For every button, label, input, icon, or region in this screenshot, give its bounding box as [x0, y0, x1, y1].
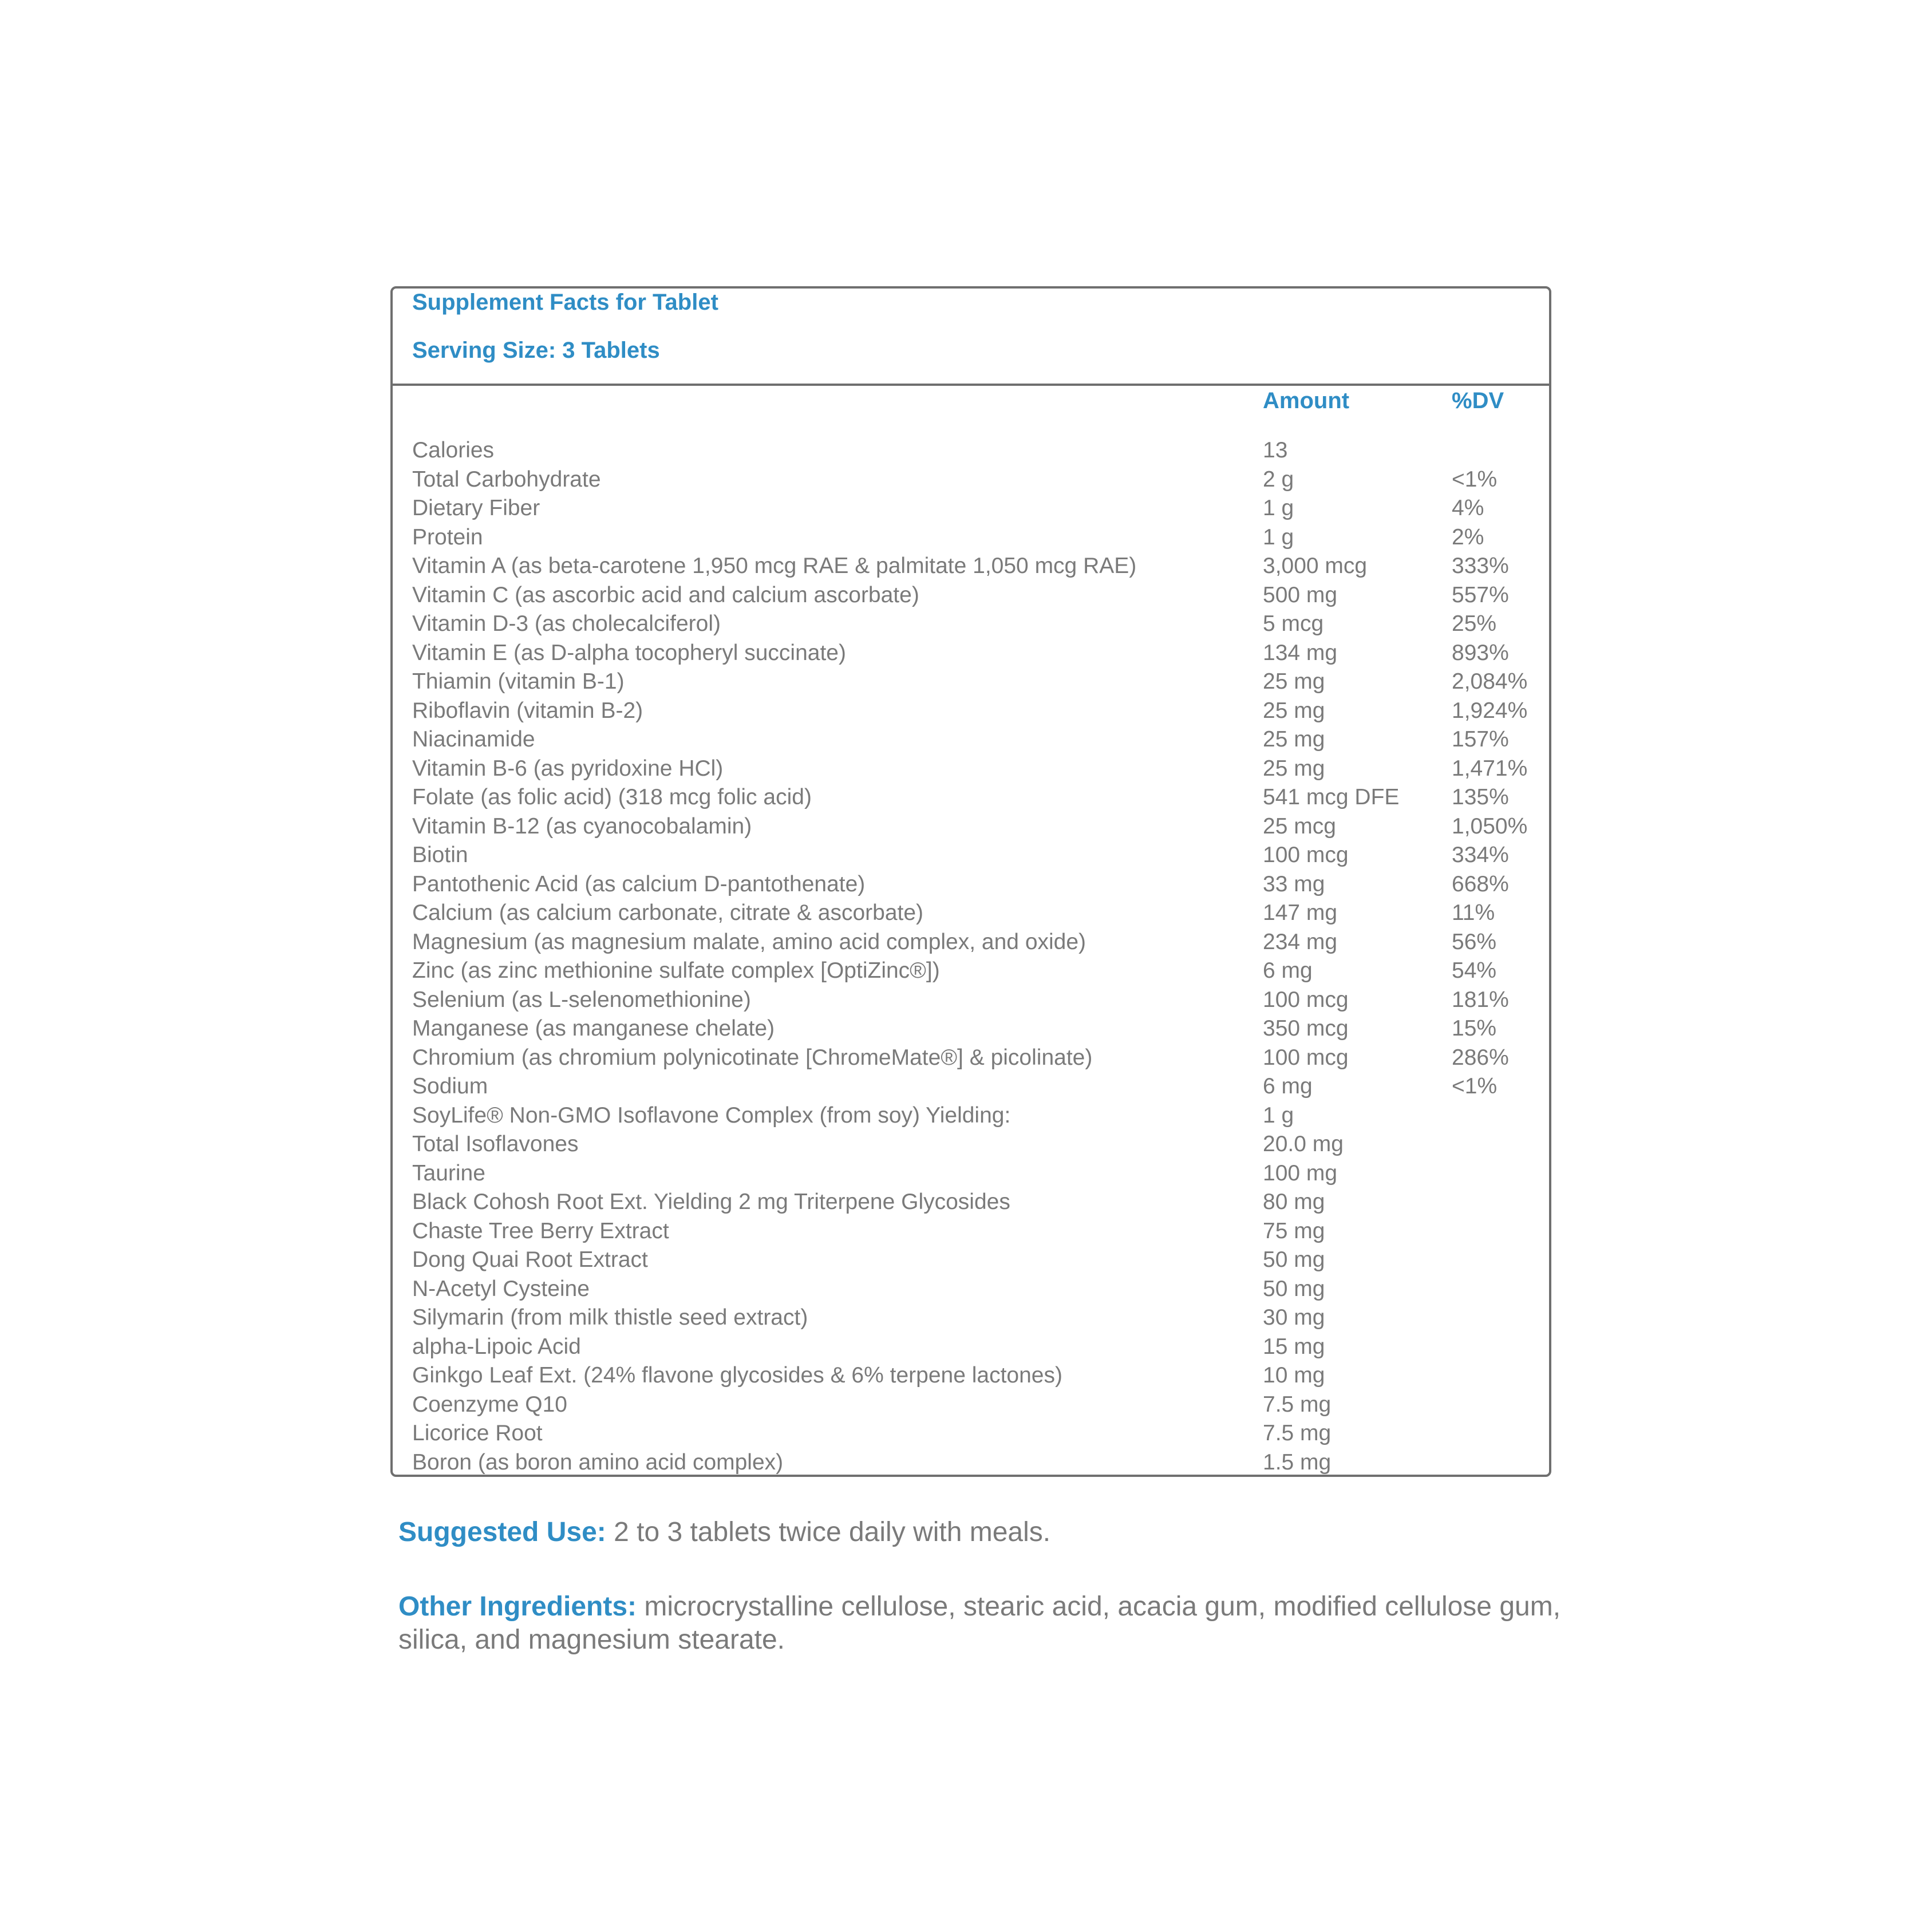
facts-row — [393, 1072, 1549, 1101]
facts-row — [393, 667, 1549, 697]
facts-row — [393, 957, 1549, 986]
ingredient-name: Zinc (as zinc methionine sulfate complex [OptiZinc®]) — [412, 958, 940, 983]
facts-row — [393, 552, 1549, 581]
ingredient-dv: 286% — [1452, 1045, 1509, 1070]
ingredient-dv: 333% — [1452, 554, 1509, 578]
ingredient-dv: <1% — [1452, 1074, 1498, 1099]
ingredient-amount: 100 mcg — [1263, 843, 1349, 867]
ingredient-name: alpha-Lipoic Acid — [412, 1334, 581, 1359]
facts-row — [393, 1361, 1549, 1390]
ingredient-name: Vitamin D-3 (as cholecalciferol) — [412, 611, 721, 636]
ingredient-name: Vitamin E (as D-alpha tocopheryl succinate) — [412, 640, 846, 665]
ingredient-name: Total Carbohydrate — [412, 467, 601, 492]
facts-row — [393, 523, 1549, 552]
facts-row — [393, 581, 1549, 610]
ingredient-dv: 2,084% — [1452, 669, 1528, 694]
facts-row — [393, 1130, 1549, 1159]
facts-row — [393, 610, 1549, 639]
ingredient-name: Vitamin C (as ascorbic acid and calcium ascorbate) — [412, 582, 919, 607]
ingredient-name: Vitamin A (as beta-carotene 1,950 mcg RAE & palmitate 1,050 mcg RAE) — [412, 554, 1137, 578]
ingredient-name: Ginkgo Leaf Ext. (24% flavone glycosides & 6% terpene lactones) — [412, 1363, 1062, 1388]
facts-row — [393, 783, 1549, 812]
facts-row — [393, 1014, 1549, 1044]
ingredient-name: Thiamin (vitamin B-1) — [412, 669, 625, 694]
ingredient-amount: 7.5 mg — [1263, 1392, 1332, 1417]
other-ingredients — [398, 1590, 1566, 1657]
ingredient-dv: 1,471% — [1452, 756, 1528, 781]
ingredient-amount: 10 mg — [1263, 1363, 1325, 1388]
ingredient-name: Vitamin B-6 (as pyridoxine HCl) — [412, 756, 724, 781]
facts-row — [393, 1101, 1549, 1131]
facts-row — [393, 725, 1549, 754]
ingredient-amount: 134 mg — [1263, 640, 1338, 665]
ingredient-dv: 2% — [1452, 524, 1484, 550]
facts-row — [393, 1246, 1549, 1275]
facts-row — [393, 436, 1549, 465]
column-header-dv: %DV — [1452, 388, 1504, 413]
ingredient-amount: 80 mg — [1263, 1190, 1325, 1214]
panel-header — [393, 289, 1549, 386]
ingredient-dv: 668% — [1452, 871, 1509, 896]
facts-rows — [393, 436, 1549, 1477]
ingredient-amount: 234 mg — [1263, 929, 1338, 954]
other-ingredients-label: Other Ingredients: — [398, 1591, 637, 1622]
ingredient-amount: 33 mg — [1263, 871, 1325, 896]
ingredient-amount: 3,000 mcg — [1263, 554, 1368, 578]
ingredient-amount: 50 mg — [1263, 1247, 1325, 1272]
ingredient-dv: 135% — [1452, 785, 1509, 809]
ingredient-name: Protein — [412, 524, 483, 550]
ingredient-dv: 334% — [1452, 843, 1509, 867]
facts-row — [393, 1303, 1549, 1333]
ingredient-amount: 100 mg — [1263, 1160, 1338, 1186]
ingredient-amount: 25 mg — [1263, 756, 1325, 781]
facts-row — [393, 639, 1549, 668]
ingredient-name: Chromium (as chromium polynicotinate [ChromeMate®] & picolinate) — [412, 1045, 1093, 1070]
column-headers — [393, 388, 1549, 422]
ingredient-amount: 147 mg — [1263, 900, 1338, 925]
ingredient-dv: <1% — [1452, 467, 1498, 492]
facts-row — [393, 1044, 1549, 1073]
ingredient-amount: 2 g — [1263, 467, 1294, 492]
ingredient-name: Selenium (as L-selenomethionine) — [412, 987, 751, 1012]
ingredient-name: Silymarin (from milk thistle seed extract) — [412, 1305, 808, 1330]
ingredient-amount: 6 mg — [1263, 1074, 1313, 1099]
facts-row — [393, 754, 1549, 784]
serving-size: Serving Size: 3 Tablets — [412, 338, 660, 363]
facts-row — [393, 1390, 1549, 1420]
ingredient-amount: 20.0 mg — [1263, 1132, 1344, 1156]
ingredient-name: Pantothenic Acid (as calcium D-pantothenate) — [412, 871, 866, 896]
ingredient-dv: 4% — [1452, 496, 1484, 520]
ingredient-name: Manganese (as manganese chelate) — [412, 1016, 775, 1041]
ingredient-amount: 75 mg — [1263, 1218, 1325, 1243]
ingredient-name: Dietary Fiber — [412, 496, 540, 520]
ingredient-name: Licorice Root — [412, 1421, 543, 1445]
ingredient-name: SoyLife® Non-GMO Isoflavone Complex (from soy) Yielding: — [412, 1103, 1011, 1128]
ingredient-name: Sodium — [412, 1074, 488, 1099]
ingredient-dv: 557% — [1452, 582, 1509, 607]
suggested-use-label: Suggested Use: — [398, 1517, 606, 1547]
ingredient-dv: 1,050% — [1452, 813, 1528, 839]
ingredient-amount: 7.5 mg — [1263, 1421, 1332, 1445]
suggested-use-text: 2 to 3 tablets twice daily with meals. — [606, 1517, 1051, 1547]
ingredient-amount: 350 mcg — [1263, 1016, 1349, 1041]
facts-row — [393, 1448, 1549, 1477]
other-ingredients-text: microcrystalline cellulose, stearic acid, acacia gum, modified cellulose gum, silica, and magnesium stearate. — [398, 1591, 1561, 1655]
ingredient-dv: 15% — [1452, 1016, 1497, 1041]
ingredient-dv: 54% — [1452, 958, 1497, 983]
ingredient-dv: 25% — [1452, 611, 1497, 636]
panel-title: Supplement Facts for Tablet — [412, 290, 718, 315]
ingredient-amount: 25 mcg — [1263, 813, 1336, 839]
facts-row — [393, 899, 1549, 928]
ingredient-name: Total Isoflavones — [412, 1132, 579, 1156]
ingredient-name: Riboflavin (vitamin B-2) — [412, 698, 643, 723]
ingredient-dv: 11% — [1452, 900, 1495, 925]
column-header-amount: Amount — [1263, 388, 1350, 413]
ingredient-amount: 25 mg — [1263, 727, 1325, 752]
ingredient-dv: 56% — [1452, 929, 1497, 954]
facts-row — [393, 1419, 1549, 1448]
supplement-facts-panel — [390, 286, 1551, 1477]
ingredient-amount: 15 mg — [1263, 1334, 1325, 1359]
facts-row — [393, 1275, 1549, 1304]
ingredient-dv: 181% — [1452, 987, 1509, 1012]
ingredient-amount: 1.5 mg — [1263, 1449, 1332, 1475]
ingredient-dv: 157% — [1452, 727, 1509, 752]
ingredient-amount: 25 mg — [1263, 669, 1325, 694]
ingredient-name: Magnesium (as magnesium malate, amino acid complex, and oxide) — [412, 929, 1086, 954]
ingredient-dv: 1,924% — [1452, 698, 1528, 723]
facts-row — [393, 1159, 1549, 1188]
facts-row — [393, 812, 1549, 841]
ingredient-amount: 1 g — [1263, 1103, 1294, 1128]
ingredient-amount: 1 g — [1263, 524, 1294, 550]
ingredient-name: N-Acetyl Cysteine — [412, 1276, 590, 1301]
ingredient-amount: 541 mcg DFE — [1263, 785, 1400, 809]
ingredient-amount: 1 g — [1263, 496, 1294, 520]
facts-row — [393, 928, 1549, 957]
ingredient-name: Dong Quai Root Extract — [412, 1247, 648, 1272]
ingredient-name: Biotin — [412, 843, 468, 867]
ingredient-name: Calories — [412, 438, 495, 463]
ingredient-amount: 100 mcg — [1263, 987, 1349, 1012]
facts-row — [393, 986, 1549, 1015]
ingredient-name: Coenzyme Q10 — [412, 1392, 567, 1417]
ingredient-amount: 100 mcg — [1263, 1045, 1349, 1070]
facts-row — [393, 465, 1549, 495]
facts-row — [393, 1188, 1549, 1217]
facts-row — [393, 697, 1549, 726]
ingredient-name: Black Cohosh Root Ext. Yielding 2 mg Triterpene Glycosides — [412, 1190, 1010, 1214]
suggested-use — [398, 1516, 1050, 1549]
ingredient-amount: 13 — [1263, 438, 1288, 463]
ingredient-amount: 25 mg — [1263, 698, 1325, 723]
ingredient-amount: 500 mg — [1263, 582, 1338, 607]
ingredient-name: Vitamin B-12 (as cyanocobalamin) — [412, 813, 752, 839]
ingredient-name: Taurine — [412, 1160, 485, 1186]
facts-row — [393, 870, 1549, 899]
facts-row — [393, 1333, 1549, 1362]
facts-row — [393, 841, 1549, 870]
ingredient-amount: 6 mg — [1263, 958, 1313, 983]
ingredient-amount: 50 mg — [1263, 1276, 1325, 1301]
ingredient-dv: 893% — [1452, 640, 1509, 665]
ingredient-amount: 30 mg — [1263, 1305, 1325, 1330]
facts-row — [393, 1217, 1549, 1246]
ingredient-name: Calcium (as calcium carbonate, citrate & ascorbate) — [412, 900, 924, 925]
ingredient-amount: 5 mcg — [1263, 611, 1324, 636]
ingredient-name: Boron (as boron amino acid complex) — [412, 1449, 784, 1475]
ingredient-name: Chaste Tree Berry Extract — [412, 1218, 669, 1243]
facts-row — [393, 494, 1549, 523]
ingredient-name: Folate (as folic acid) (318 mcg folic acid) — [412, 785, 812, 809]
ingredient-name: Niacinamide — [412, 727, 535, 752]
